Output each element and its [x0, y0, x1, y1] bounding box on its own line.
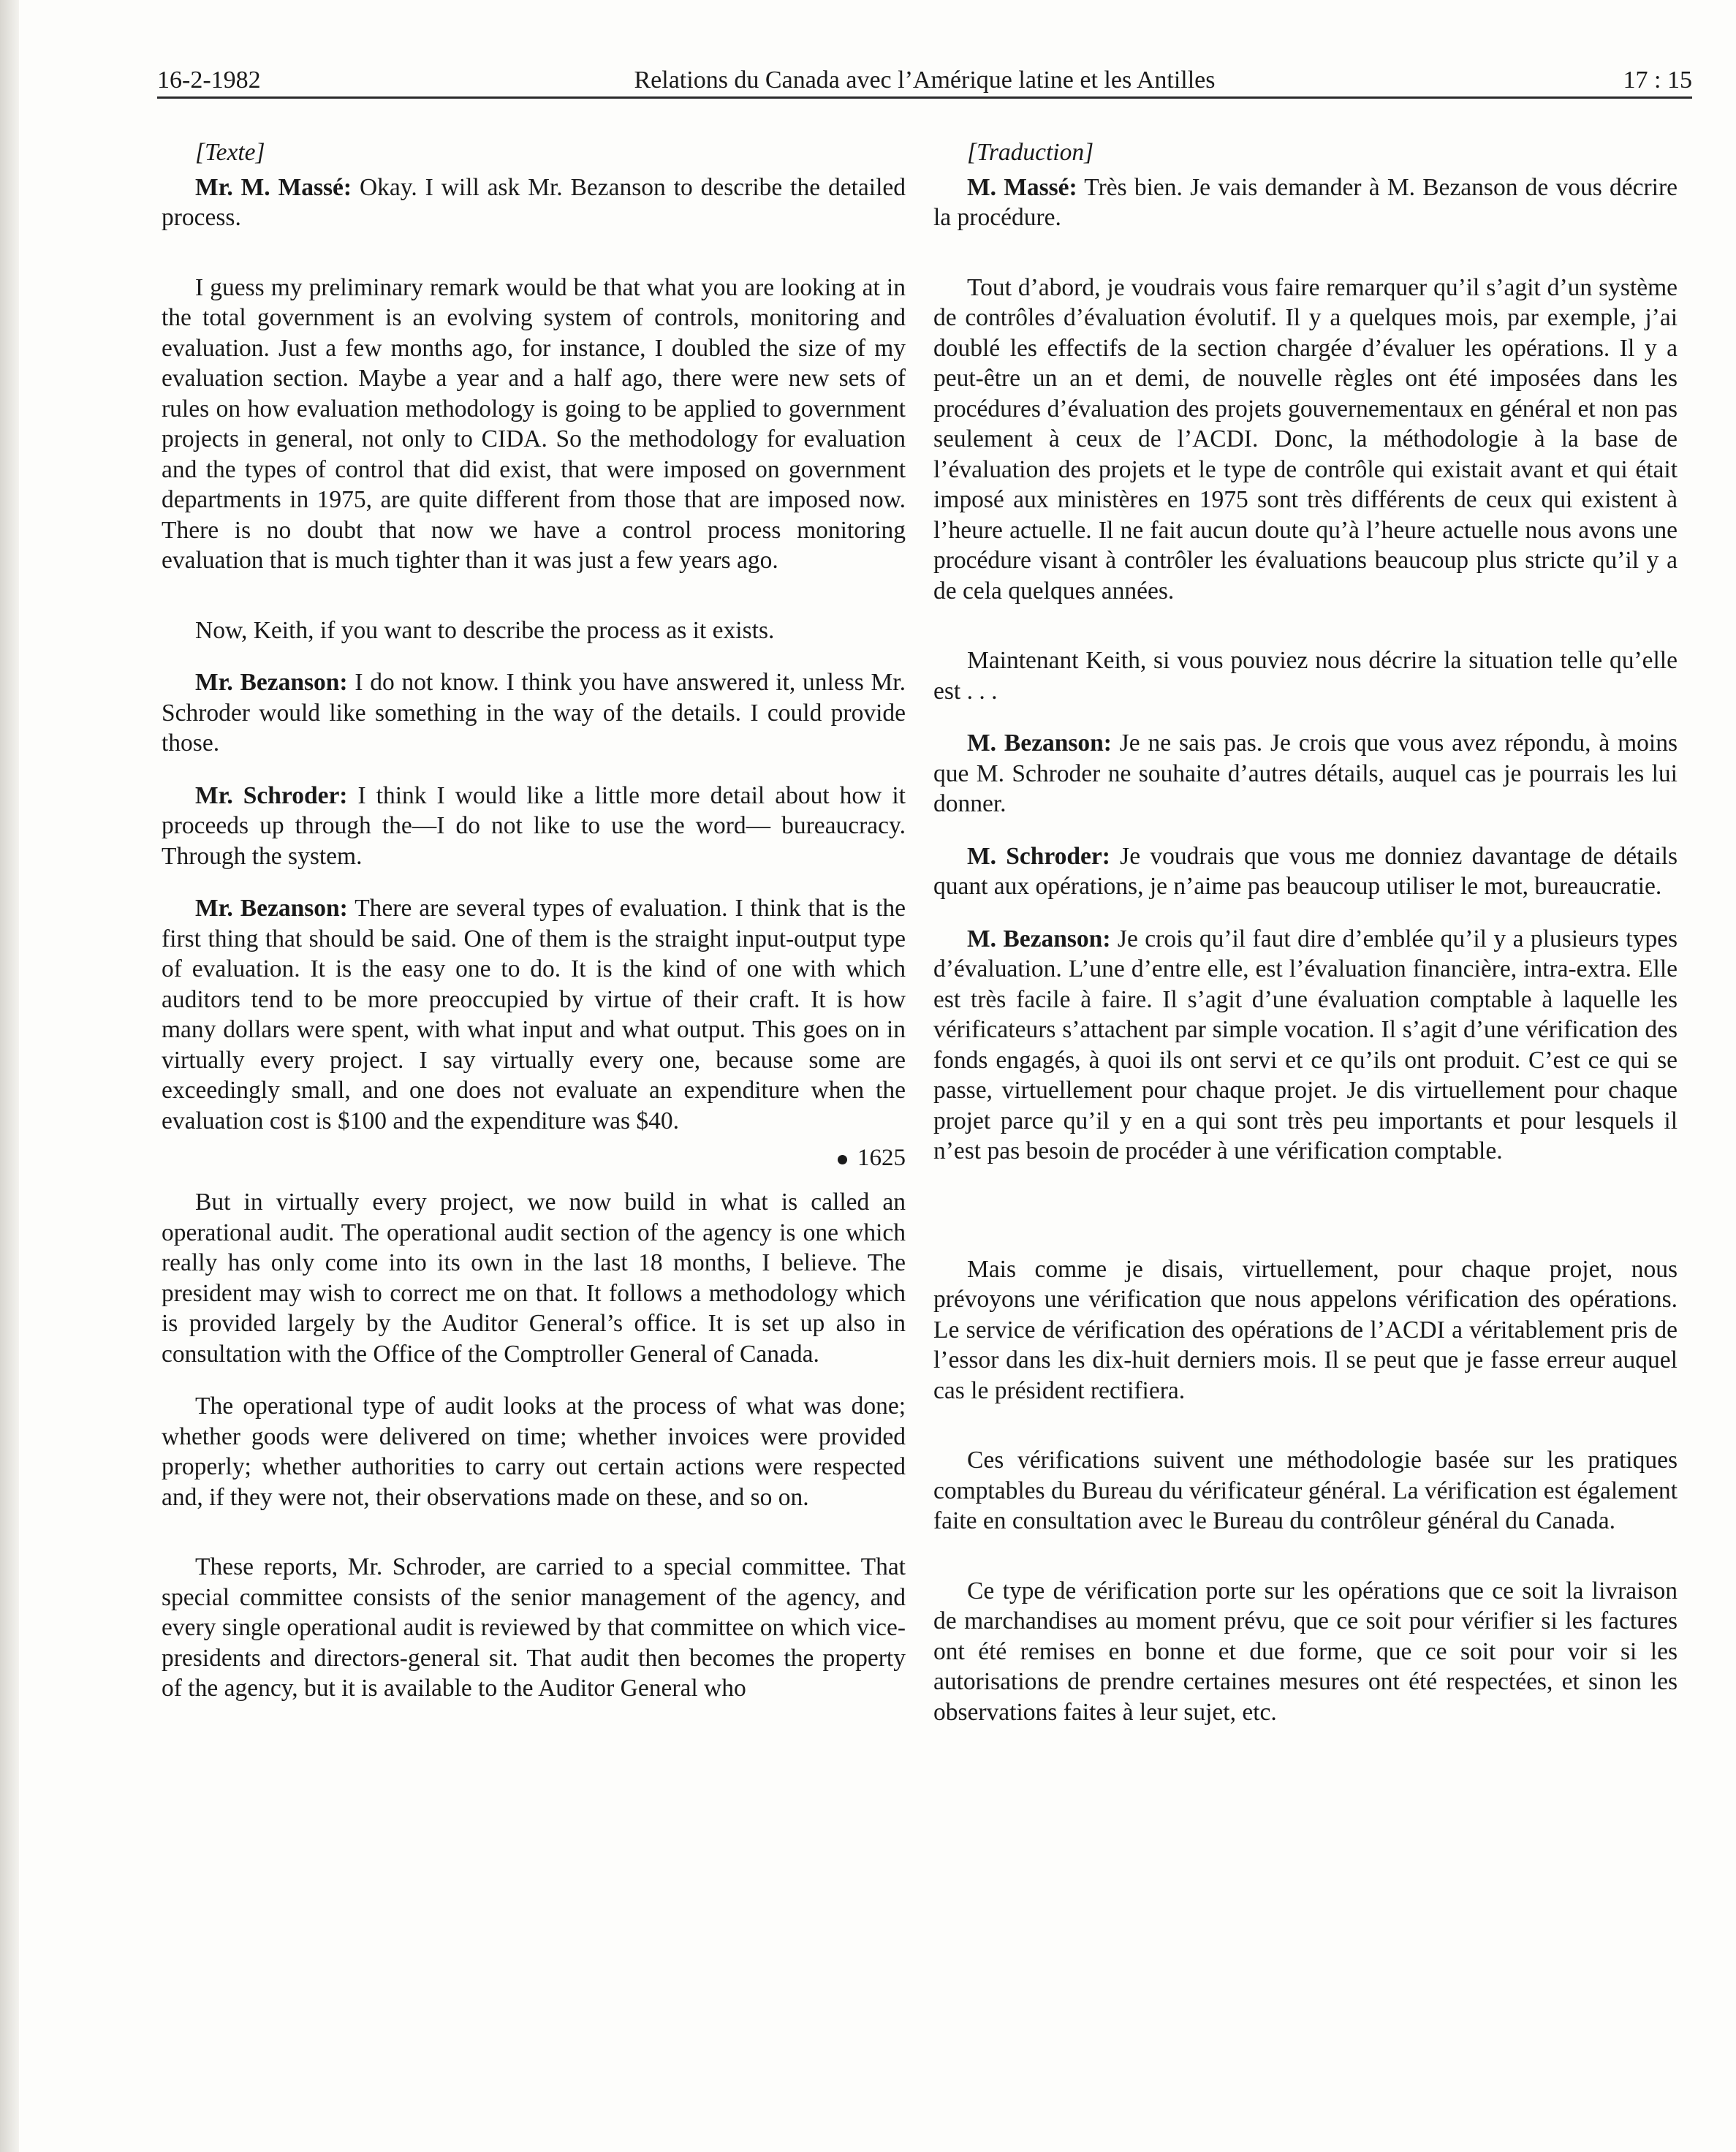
running-header	[157, 63, 1692, 98]
speech-text: Okay. I will ask Mr. Bezanson to describe the detailed process.	[162, 173, 906, 231]
paragraph: These reports, Mr. Schroder, are carried to a special committee. That special committee consists of the senior management of the agency, and every single operational audit is reviewed by that committee on which vice-presidents and directors-general sit. That audit then becomes the property of the agency, but it is available to the Auditor General who	[162, 1553, 906, 1702]
paragraph: Now, Keith, if you want to describe the process as it exists.	[195, 616, 775, 644]
paragraph: Maintenant Keith, si vous pouviez nous décrire la situation telle qu’elle est . . .	[933, 647, 1678, 705]
speaker-name: M. Bezanson:	[967, 730, 1112, 757]
speaker-name: Mr. Bezanson:	[195, 669, 348, 696]
speech-text: Très bien. Je vais demander à M. Bezanson de vous décrire la procédure.	[933, 173, 1678, 231]
speaker-name: Mr. Bezanson:	[195, 895, 348, 922]
french-column	[933, 137, 1678, 1757]
speaker-name: Mr. Schroder:	[195, 781, 348, 809]
document-page	[157, 0, 1692, 2152]
speech-text: I do not know. I think you have answered it, unless Mr. Schroder would like something in the way of the details. I could provide those.	[162, 669, 906, 757]
paragraph	[933, 841, 1678, 902]
speech-text: There are several types of evaluation. I think that is the first thing that should be said. One of them is the straight input-output type of evaluation. It is the easy one to do. It is the kind of one with which auditors tend to be more preoccupied by virtue of their craft. It is how many dollars were spent, with what input and what output. This goes on in virtually every project. I say virtually every one, because some are exceedingly small, and one does not evaluate an expenditure when the evaluation cost is $100 and the expenditure was $40.	[162, 895, 906, 1134]
time-marker	[162, 1143, 906, 1172]
paragraph: I guess my preliminary remark would be that what you are looking at in the total government is an evolving system of controls, monitoring and evaluation. Just a few months ago, for instance, I doubled the size of my evaluation section. Maybe a year and a half ago, there were new sets of rules on how evaluation methodology is going to be applied to government projects in general, not only to CIDA. So the methodology for evaluation and the types of control that did exist, that were imposed on government departments in 1975, are quite different from those that are imposed now. There is no doubt that now we have a control process monitoring evaluation that is much tighter than it was just a few years ago.	[162, 273, 906, 574]
section-flag-traduction: [Traduction]	[967, 139, 1094, 166]
speech-text: Je voudrais que vous me donniez davantage de détails quant aux opérations, je n’aime pas beaucoup utiliser le mot, bureaucratie.	[933, 842, 1678, 900]
paragraph: Mais comme je disais, virtuellement, pour chaque projet, nous prévoyons une vérification que nous appelons vérification des opérations. Le service de vérification des opérations de l’ACDI a véritablement pris de l’essor dans les dix-huit derniers mois. Il se peut que je fasse erreur auquel cas le président rectifiera.	[933, 1255, 1678, 1404]
speech-text: Je ne sais pas. Je crois que vous avez répondu, à moins que M. Schroder ne souhaite d’autres détails, auquel cas je pourrais les lui donner.	[933, 730, 1678, 817]
speaker-name: M. Schroder:	[967, 842, 1110, 870]
speech-text: Je crois qu’il faut dire d’emblée qu’il y a plusieurs types d’évaluation. L’une d’entre elle, est l’évaluation financière, intra-extra. Elle est très facile à faire. Il s’agit d’une évaluation comptable à laquelle les vérificateurs s’attachent par simple vocation. Il s’agit d’une vérification des fonds engagés, à quoi ils ont servi et ce qu’ils ont produit. C’est ce qui se passe, virtuellement pour chaque projet. Je dis virtuellement pour chaque projet parce qu’il y en a qui sont très peu importants et pour lesquels il n’est pas besoin de procéder à une vérification comptable.	[933, 925, 1678, 1164]
english-column	[162, 137, 906, 1733]
paragraph	[933, 728, 1678, 819]
paragraph	[933, 173, 1678, 233]
page-binding-shadow	[0, 0, 19, 2152]
header-date: 16-2-1982	[157, 67, 261, 94]
paragraph: Ce type de vérification porte sur les opérations que ce soit la livraison de marchandises au moment prévu, que ce soit pour vérifier si les factures ont été remises en bonne et due forme, que ce soit pour voir si les autorisations de prendre certaines mesures ont été respectées, et sinon les observations faites à leur sujet, etc.	[933, 1577, 1678, 1726]
paragraph	[933, 924, 1678, 1167]
speaker-name: M. Massé:	[967, 173, 1077, 201]
section-flag-texte: [Texte]	[195, 139, 265, 166]
bullet-icon	[838, 1155, 847, 1164]
header-title: Relations du Canada avec l’Amérique latine et les Antilles	[634, 67, 1216, 94]
paragraph: Ces vérifications suivent une méthodologie basée sur les pratiques comptables du Bureau du vérificateur général. La vérification est également faite en consultation avec le Bureau du contrôleur général du Canada.	[933, 1447, 1678, 1534]
paragraph: The operational type of audit looks at the process of what was done; whether goods were delivered on time; whether invoices were provided properly; whether authorities to carry out certain actions were respected and, if they were not, their observations made on these, and so on.	[162, 1393, 906, 1511]
paragraph	[162, 667, 906, 759]
paragraph	[162, 781, 906, 872]
paragraph	[162, 893, 906, 1136]
speaker-name: M. Bezanson:	[967, 925, 1111, 952]
time-marker-value: 1625	[857, 1145, 906, 1171]
speech-text: I think I would like a little more detail about how it proceeds up through the—I do not like to use the word— bureaucracy. Through the system.	[162, 781, 906, 870]
paragraph	[162, 173, 906, 233]
header-rule	[157, 96, 1692, 99]
header-page-number: 17 : 15	[1623, 67, 1692, 94]
paragraph: But in virtually every project, we now build in what is called an operational audit. The operational audit section of the agency is one which really has only come into its own in the last 18 months, I believe. The president may wish to correct me on that. It follows a methodology which is provided largely by the Auditor General’s office. It is set up also in consultation with the Office of the Comptroller General of Canada.	[162, 1189, 906, 1368]
paragraph: Tout d’abord, je voudrais vous faire remarquer qu’il s’agit d’un système de contrôles d’évaluation évolutif. Il y a quelques mois, par exemple, j’ai doublé les effectifs de la section chargée d’évaluer les opérations. Il y a peut-être un an et demi, de nouvelle règles ont été imposées dans les procédures d’évaluation des projets gouvernementaux en général et non pas seulement à ceux de l’ACDI. Donc, la méthodologie à la base de l’évaluation des projets et le type de contrôle qui existait avant et qui était imposé aux ministères en 1975 sont très différents de ceux qui existent à l’heure actuelle. Il ne fait aucun doute qu’à l’heure actuelle nous avons une procédure visant à contrôler les évaluations beaucoup plus stricte qu’il y a de cela quelques années.	[933, 273, 1678, 605]
speaker-name: Mr. M. Massé:	[195, 173, 352, 201]
